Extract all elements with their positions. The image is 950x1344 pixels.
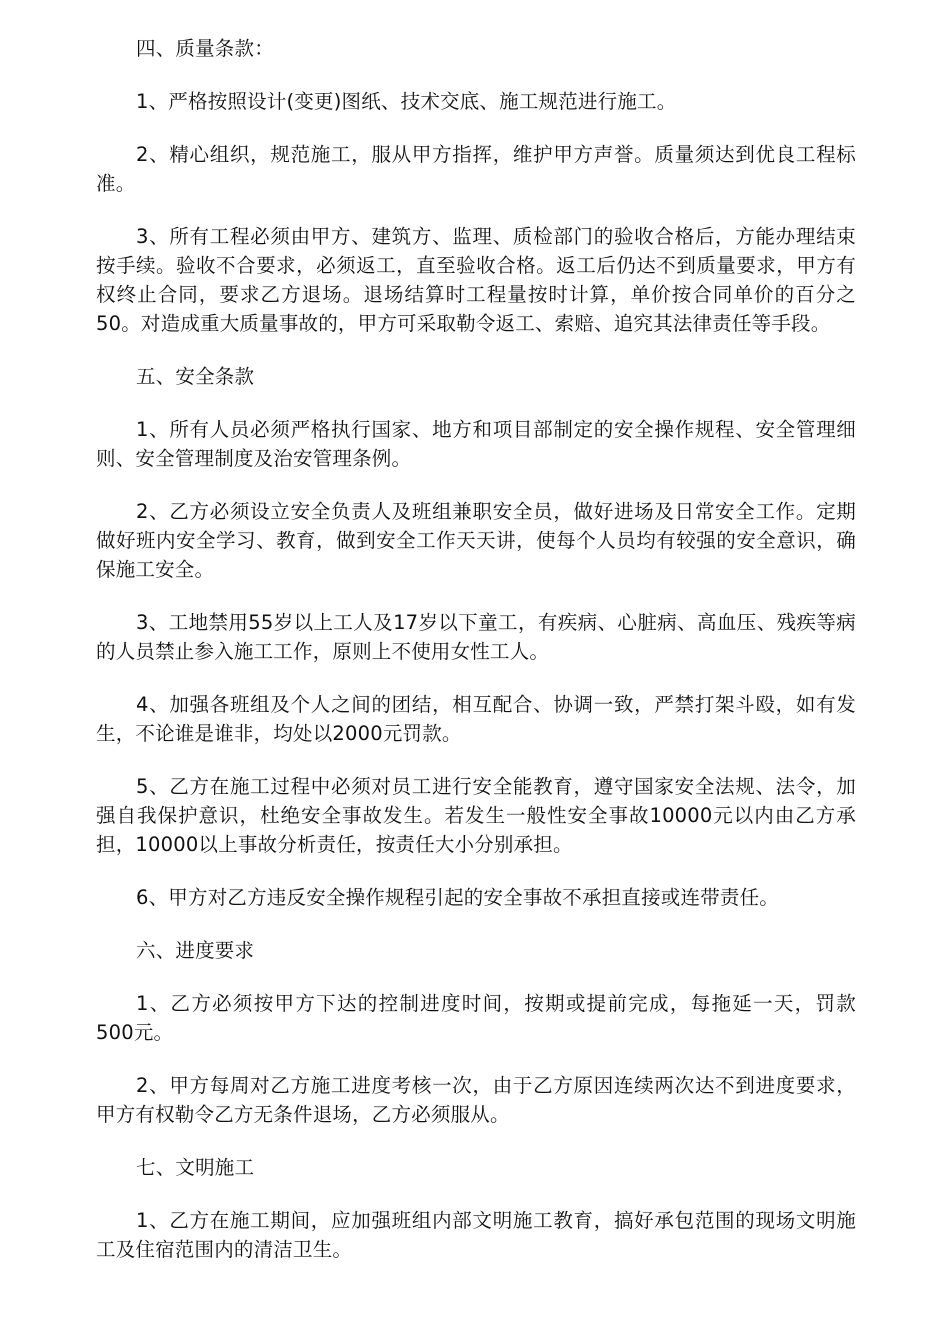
safety-clause-4: 4、加强各班组及个人之间的团结，相互配合、协调一致，严禁打架斗殴，如有发生，不论谁是谁非，均处以2000元罚款。 (96, 693, 856, 745)
section-heading-civilized-construction: 七、文明施工 (136, 1156, 255, 1179)
document-page (96, 34, 856, 1264)
safety-clause-3: 3、工地禁用55岁以上工人及17岁以下童工，有疾病、心脏病、高血压、残疾等病的人员禁止参入施工工作，原则上不使用女性工人。 (96, 611, 856, 663)
quality-clause-2: 2、精心组织，规范施工，服从甲方指挥，维护甲方声誉。质量须达到优良工程标准。 (96, 143, 856, 195)
safety-clause-2: 2、乙方必须设立安全负责人及班组兼职安全员，做好进场及日常安全工作。定期做好班内安全学习、教育，做到安全工作天天讲，使每个人员均有较强的安全意识，确保施工安全。 (96, 500, 856, 581)
section-heading-progress: 六、进度要求 (136, 939, 255, 962)
section-heading-safety: 五、安全条款 (136, 365, 255, 388)
safety-clause-6: 6、甲方对乙方违反安全操作规程引起的安全事故不承担直接或连带责任。 (136, 886, 780, 909)
civilized-construction-clause-1: 1、乙方在施工期间，应加强班组内部文明施工教育，搞好承包范围的现场文明施工及住宿范围内的清洁卫生。 (96, 1209, 856, 1261)
progress-clause-1: 1、乙方必须按甲方下达的控制进度时间，按期或提前完成，每拖延一天，罚款500元。 (96, 992, 856, 1044)
safety-clause-5: 5、乙方在施工过程中必须对员工进行安全能教育，遵守国家安全法规、法令，加强自我保护意识，杜绝安全事故发生。若发生一般性安全事故10000元以内由乙方承担，10000以上事故分析责任，按责任大小分别承担。 (96, 775, 856, 856)
safety-clause-1: 1、所有人员必须严格执行国家、地方和项目部制定的安全操作规程、安全管理细则、安全管理制度及治安管理条例。 (96, 418, 856, 470)
progress-clause-2: 2、甲方每周对乙方施工进度考核一次，由于乙方原因连续两次达不到进度要求，甲方有权勒令乙方无条件退场，乙方必须服从。 (96, 1074, 856, 1126)
quality-clause-1: 1、严格按照设计(变更)图纸、技术交底、施工规范进行施工。 (136, 90, 677, 113)
section-heading-quality: 四、质量条款： (136, 37, 274, 60)
quality-clause-3: 3、所有工程必须由甲方、建筑方、监理、质检部门的验收合格后，方能办理结束按手续。验收不合要求，必须返工，直至验收合格。返工后仍达不到质量要求，甲方有权终止合同，要求乙方退场。退场结算时工程量按时计算，单价按合同单价的百分之50。对造成重大质量事故的，甲方可采取勒令返工、索赔、追究其法律责任等手段。 (96, 225, 856, 335)
